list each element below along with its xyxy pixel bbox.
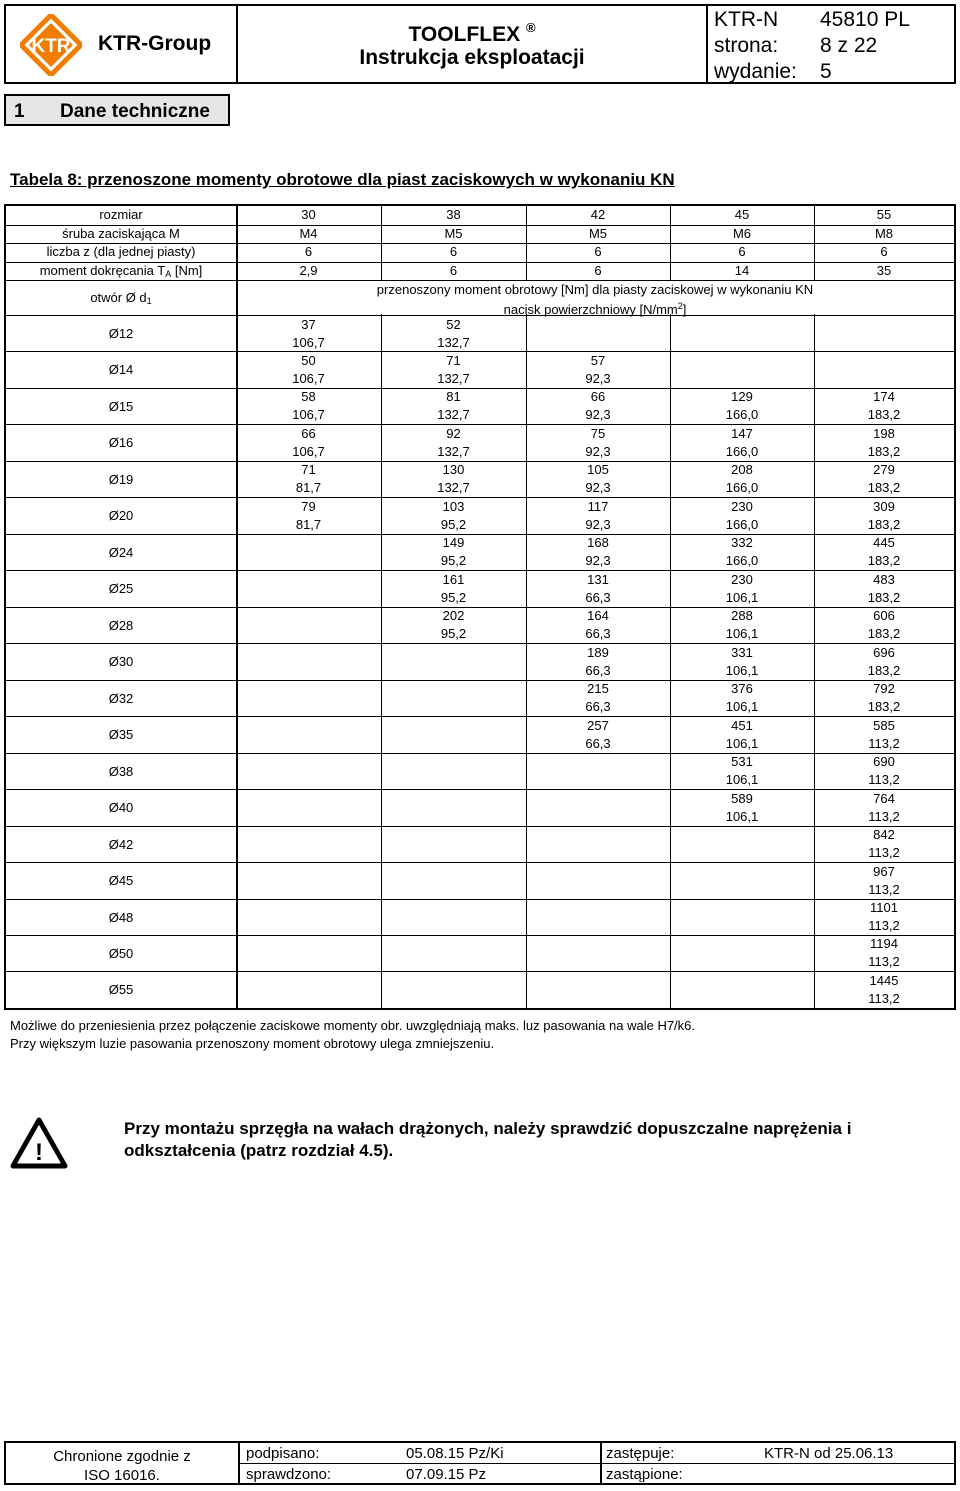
torque-value: 230	[731, 498, 753, 514]
torque-value: 103	[442, 498, 465, 514]
spec-value-cell: M4	[299, 225, 318, 241]
torque-value: 331	[731, 644, 753, 660]
torque-span-header: przenoszony moment obrotowy [Nm] dla piasty zaciskowej w wykonaniu KN	[376, 282, 814, 297]
document-title: Instrukcja eksploatacji	[359, 46, 585, 69]
pressure-value: 106,7	[292, 407, 325, 423]
bore-label: Ø38	[108, 763, 134, 779]
torque-value: 50	[301, 352, 316, 368]
torque-value: 842	[873, 827, 895, 843]
pressure-value: 106,7	[292, 443, 325, 459]
torque-value: 483	[873, 571, 895, 587]
torque-value: 117	[587, 498, 609, 514]
torque-value: 130	[442, 462, 465, 478]
spec-value-cell: 6	[304, 244, 313, 259]
note-line-2: Przy większym luzie pasowania przenoszony moment obrotowy ulega zmniejszeniu.	[10, 1036, 495, 1051]
product-name: TOOLFLEX ®	[408, 20, 536, 46]
spec-value-cell: M8	[874, 225, 894, 241]
section-heading: 1 Dane techniczne	[4, 94, 230, 126]
pressure-value: 66,3	[585, 589, 611, 605]
table-row-divider	[6, 862, 954, 863]
torque-value: 174	[873, 389, 895, 405]
torque-value: 168	[587, 535, 609, 551]
bore-label: Ø50	[108, 945, 134, 961]
pressure-value: 92,3	[585, 370, 611, 386]
torque-value: 764	[873, 790, 895, 806]
bore-label: Ø25	[108, 581, 134, 597]
bore-label: Ø16	[108, 435, 134, 451]
pressure-value: 166,0	[725, 480, 759, 496]
pressure-value: 95,2	[440, 516, 467, 532]
bore-label: Ø48	[108, 909, 134, 925]
replaces-label: zastępuje:	[606, 1445, 675, 1462]
torque-value: 967	[873, 863, 895, 879]
torque-value: 105	[587, 462, 609, 478]
bore-label: Ø24	[108, 544, 134, 560]
pressure-value: 113,2	[868, 845, 900, 861]
torque-table	[4, 204, 956, 1010]
table-row-divider	[6, 826, 954, 827]
company-cell	[4, 4, 238, 84]
pressure-value: 66,3	[585, 662, 611, 678]
pressure-value: 183,2	[867, 699, 901, 715]
bore-label: Ø40	[108, 800, 134, 816]
torque-value: 131	[587, 571, 609, 587]
pressure-value: 183,2	[867, 407, 901, 423]
torque-value: 585	[873, 717, 895, 733]
torque-value: 92	[446, 425, 461, 441]
company-name: KTR-Group	[98, 32, 212, 55]
pressure-value: 92,3	[585, 407, 611, 423]
pressure-value: 113,2	[868, 918, 900, 934]
ktr-logo	[20, 14, 82, 76]
table-row-divider	[6, 899, 954, 900]
torque-value: 147	[731, 425, 753, 441]
torque-value: 376	[731, 681, 753, 697]
pressure-value: 113,2	[868, 954, 900, 970]
spec-row-label: moment dokręcania $T_A$ [Nm]	[39, 262, 203, 279]
torque-value: 332	[731, 535, 753, 551]
pressure-value: 113,2	[868, 808, 900, 824]
bore-label: Ø35	[108, 727, 134, 743]
torque-value: 52	[446, 316, 461, 332]
pressure-value: 95,2	[440, 589, 467, 605]
torque-value: 208	[731, 462, 753, 478]
torque-value: 66	[590, 389, 606, 405]
pressure-value: 66,3	[585, 735, 611, 751]
table-row-divider	[6, 971, 954, 972]
torque-value: 57	[590, 352, 606, 368]
document-footer	[4, 1441, 956, 1485]
pressure-value: 183,2	[867, 589, 901, 605]
pressure-value: 106,1	[725, 808, 759, 824]
torque-value: 606	[873, 608, 895, 624]
warning-icon	[10, 1116, 68, 1170]
torque-value: 288	[731, 608, 753, 624]
spec-value-cell: 6	[449, 262, 458, 278]
torque-value: 230	[731, 571, 753, 587]
table-row-divider	[6, 935, 954, 936]
bore-label: Ø28	[108, 617, 134, 633]
torque-value: 279	[873, 462, 895, 478]
pressure-value: 81,7	[295, 516, 322, 532]
pressure-value: 132,7	[437, 334, 470, 350]
warning-text: Przy montażu sprzęgła na wałach drążonych, należy sprawdzić dopuszczalne naprężenia i odkształcenia (patrz rozdział 4.5).	[124, 1119, 852, 1160]
signed-value: 05.08.15 Pz/Ki	[406, 1445, 504, 1462]
pressure-value: 66,3	[585, 699, 611, 715]
pressure-value: 66,3	[585, 626, 611, 642]
torque-value: 198	[873, 425, 895, 441]
pressure-value: 183,2	[867, 626, 901, 642]
torque-value: 58	[301, 389, 316, 405]
pressure-value: 132,7	[437, 480, 470, 496]
pressure-value: 166,0	[725, 407, 759, 423]
svg-text:!: !	[35, 1139, 43, 1166]
checked-value: 07.09.15 Pz	[406, 1466, 487, 1483]
spec-value-cell: M6	[732, 225, 752, 241]
bore-label: Ø55	[108, 982, 134, 998]
bore-label: Ø14	[108, 362, 134, 378]
spec-value-cell: M5	[588, 225, 608, 241]
pressure-value: 95,2	[440, 553, 467, 569]
pressure-value: 132,7	[437, 443, 470, 459]
replaces-value: KTR-N od 25.06.13	[764, 1445, 894, 1462]
bore-label: Ø20	[108, 508, 134, 524]
spec-value-cell: 55	[876, 207, 892, 222]
spec-value-cell: 6	[738, 244, 746, 259]
torque-value: 189	[587, 644, 609, 660]
torque-value: 696	[873, 644, 895, 660]
pressure-value: 132,7	[437, 407, 470, 423]
bore-column-header: otwór Ø $d_1$	[90, 290, 152, 306]
pressure-value: 95,2	[440, 626, 467, 642]
pressure-value: 106,1	[725, 735, 759, 751]
torque-value: 202	[442, 608, 465, 624]
torque-value: 164	[587, 608, 609, 624]
bore-label: Ø19	[108, 471, 134, 487]
pressure-value: 183,2	[867, 662, 901, 678]
bore-label: Ø12	[108, 326, 134, 341]
pressure-value: 92,3	[585, 443, 611, 459]
pressure-value: 106,1	[725, 626, 759, 642]
torque-value: 215	[587, 681, 609, 697]
torque-value: 75	[590, 425, 606, 441]
torque-value: 257	[587, 717, 609, 733]
pressure-value: 166,0	[725, 553, 759, 569]
pressure-value: 113,2	[868, 881, 900, 897]
pressure-value: 92,3	[585, 480, 611, 496]
pressure-value: 106,1	[725, 772, 759, 788]
document-header	[4, 4, 956, 84]
bore-label: Ø45	[108, 873, 134, 889]
pressure-value: 106,1	[725, 589, 759, 605]
torque-value: 1445	[869, 972, 899, 988]
pressure-value: 92,3	[585, 553, 611, 569]
spec-value-cell: 6	[594, 262, 602, 278]
pressure-value: 106,7	[292, 370, 325, 386]
spec-value-cell: M5	[444, 225, 463, 241]
bore-label: Ø15	[108, 398, 134, 414]
pressure-value: 106,7	[292, 334, 325, 350]
spec-value-cell: 6	[449, 244, 458, 259]
signed-label: podpisano:	[246, 1445, 320, 1462]
torque-value: 1194	[870, 936, 898, 952]
svg-text:KTR: KTR	[31, 36, 71, 57]
torque-value: 309	[873, 498, 895, 514]
torque-value: 149	[442, 535, 465, 551]
pressure-value: 166,0	[725, 443, 759, 459]
spec-value-cell: 45	[734, 207, 750, 222]
torque-value: 451	[731, 717, 753, 733]
torque-value: 66	[301, 425, 316, 441]
spec-value-cell: 35	[876, 262, 892, 278]
pressure-value: 132,7	[437, 370, 470, 386]
spec-value-cell: 6	[594, 244, 602, 259]
torque-value: 690	[873, 754, 895, 770]
torque-value: 129	[731, 389, 753, 405]
pressure-span-header: nacisk powierzchniowy $[N/mm^2]$	[503, 301, 687, 317]
protection-note-line-1: Chronione zgodnie z	[53, 1448, 191, 1465]
pressure-value: 183,2	[867, 443, 901, 459]
torque-value: 81	[446, 389, 461, 405]
checked-label: sprawdzono:	[246, 1466, 332, 1483]
spec-value-cell: 14	[734, 262, 750, 278]
spec-value-cell: 2,9	[299, 262, 318, 278]
pressure-value: 166,0	[725, 516, 759, 532]
torque-value: 531	[731, 754, 753, 770]
torque-value: 589	[731, 790, 753, 806]
pressure-value: 113,2	[868, 990, 900, 1006]
pressure-value: 106,1	[725, 699, 759, 715]
torque-value: 37	[301, 316, 316, 332]
title-cell	[236, 4, 708, 84]
spec-value-cell: 30	[301, 207, 316, 222]
protection-note-line-2: ISO 16016.	[84, 1467, 160, 1484]
torque-value: 445	[873, 535, 895, 551]
spec-value-cell: 6	[880, 244, 888, 259]
torque-value: 1101	[870, 900, 898, 916]
pressure-value: 92,3	[585, 516, 611, 532]
pressure-value: 183,2	[867, 516, 901, 532]
pressure-value: 113,2	[868, 772, 900, 788]
pressure-value: 183,2	[867, 553, 901, 569]
document-meta: KTR-N 45810 PL strona: 8 z 22 wydanie: 5	[706, 4, 956, 84]
pressure-value: 106,1	[725, 662, 759, 678]
spec-row-label: liczba z (dla jednej piasty)	[46, 244, 196, 259]
torque-value: 161	[442, 571, 465, 587]
bore-label: Ø42	[108, 836, 134, 852]
bore-label: Ø32	[108, 690, 134, 706]
torque-value: 71	[301, 462, 316, 478]
spec-value-cell: 38	[446, 207, 461, 222]
torque-value: 71	[446, 352, 461, 368]
pressure-value: 81,7	[295, 480, 322, 496]
pressure-value: 113,2	[868, 735, 900, 751]
torque-value: 79	[301, 498, 316, 514]
torque-value: 792	[873, 681, 895, 697]
spec-value-cell: 42	[590, 207, 606, 222]
bore-label: Ø30	[108, 654, 134, 670]
note-line-1: Możliwe do przeniesienia przez połączenie zaciskowe momenty obr. uwzględniają maks. luz pasowania na wale H7/k6.	[10, 1018, 696, 1033]
pressure-value: 183,2	[867, 480, 901, 496]
spec-row-label: rozmiar	[99, 207, 143, 222]
replaced-by-label: zastąpione:	[606, 1466, 683, 1483]
spec-row-label: śruba zaciskająca M	[62, 225, 180, 241]
table-caption: Tabela 8: przenoszone momenty obrotowe dla piast zaciskowych w wykonaniu KN	[10, 170, 675, 189]
